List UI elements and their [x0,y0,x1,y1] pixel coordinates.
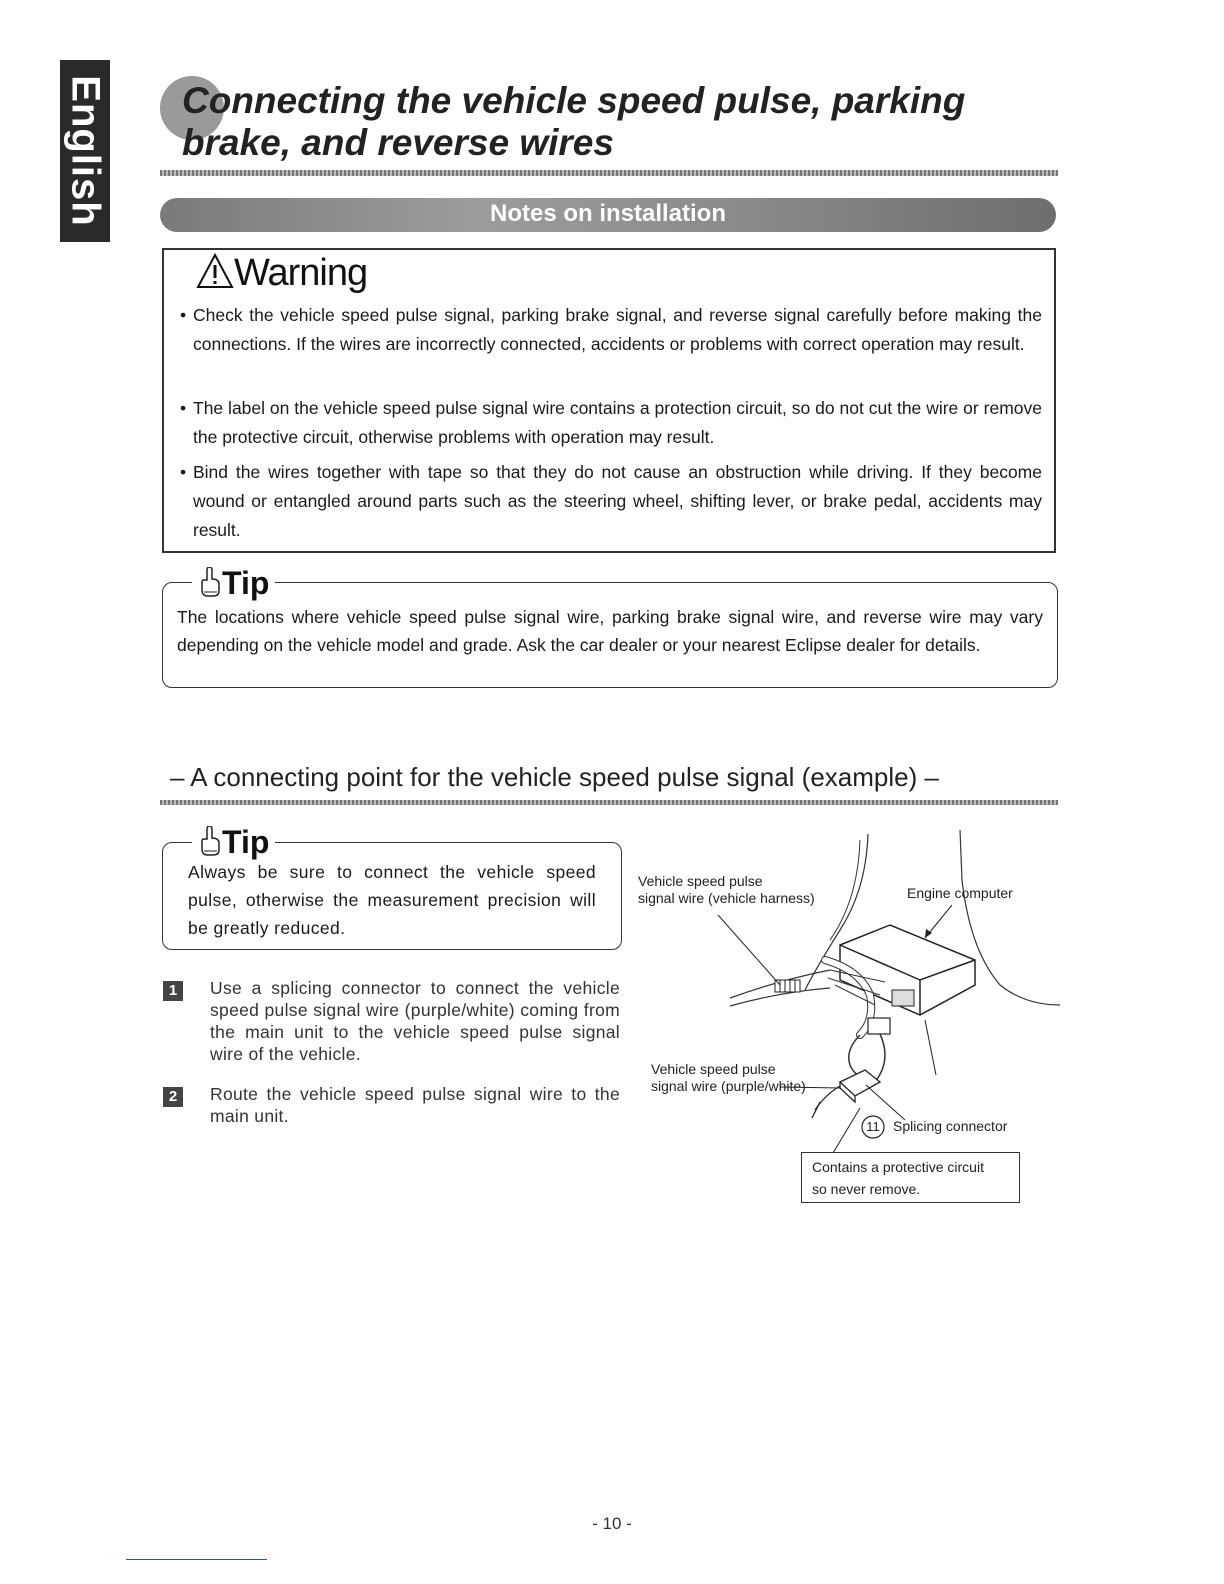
language-tab [60,60,110,242]
label-unit-wire: Vehicle speed pulse signal wire (purple/white) [651,1061,806,1094]
notes-on-installation-bar [160,198,1056,232]
notes-bar-label: Notes on installation [489,200,726,227]
warning-heading [196,252,367,295]
tip-2-heading: Tip [192,824,275,861]
label-harness-wire: Vehicle speed pulse signal wire (vehicle harness) [638,873,815,906]
section-divider [160,800,1058,805]
pointing-hand-icon [198,567,222,597]
step-1-number-icon: 1 [163,981,183,1001]
tip-2-text: Always be sure to connect the vehicle speed pulse, otherwise the measurement precision will be greatly reduced. [188,862,596,938]
title-divider [160,170,1058,176]
label-engine-computer: Engine computer [907,885,1013,901]
connector-number: 11 [866,1119,880,1134]
tip-1-heading: Tip [192,565,275,602]
warning-triangle-icon [196,253,234,289]
bullet-dot-icon: • [180,462,187,482]
engine-computer-icon [840,925,975,1015]
warning-heading-text: Warning [234,252,368,294]
step-2-text: Route the vehicle speed pulse signal wire to the main unit. [210,1084,620,1126]
warning-bullet-2: • The label on the vehicle speed pulse signal wire contains a protection circuit, so do not cut the wire or remove the protective circuit, otherwise problems with operation may result. [180,394,1042,452]
language-tab-label: English [63,75,108,227]
bullet-dot-icon: • [180,305,187,325]
pointing-hand-icon [198,826,222,856]
page-title-line-2: brake, and reverse wires [182,122,614,163]
section-title: – A connecting point for the vehicle speed pulse signal (example) – [170,762,939,792]
footer-underline [126,1559,267,1560]
tip-1-text: The locations where vehicle speed pulse signal wire, parking brake signal wire, and reverse wire may vary depending on the vehicle model and grade. Ask the car dealer or your nearest Eclipse dealer for details. [177,607,1043,655]
bullet-dot-icon: • [180,398,187,418]
page-title [182,80,1082,164]
page-title-line-1: Connecting the vehicle speed pulse, parking [182,80,966,121]
protective-circuit-note: Contains a protective circuit so never remove. [801,1152,1020,1203]
step-1-text: Use a splicing connector to connect the vehicle speed pulse signal wire (purple/white) coming from the main unit to the vehicle speed pulse signal wire of the vehicle. [210,978,620,1064]
label-splicing-connector: Splicing connector [893,1118,1008,1134]
warning-bullet-3: • Bind the wires together with tape so that they do not cause an obstruction while driving. If they become wound or entangled around parts such as the steering wheel, shifting lever, or brake pedal, accidents may result. [180,458,1042,545]
step-2-number-icon: 2 [163,1087,183,1107]
page-number: - 10 - [592,1514,632,1533]
warning-bullet-1: • Check the vehicle speed pulse signal, parking brake signal, and reverse signal carefully before making the connections. If the wires are incorrectly connected, accidents or problems with correct operation may result. [180,301,1042,359]
splicing-connector-icon [812,1070,880,1118]
